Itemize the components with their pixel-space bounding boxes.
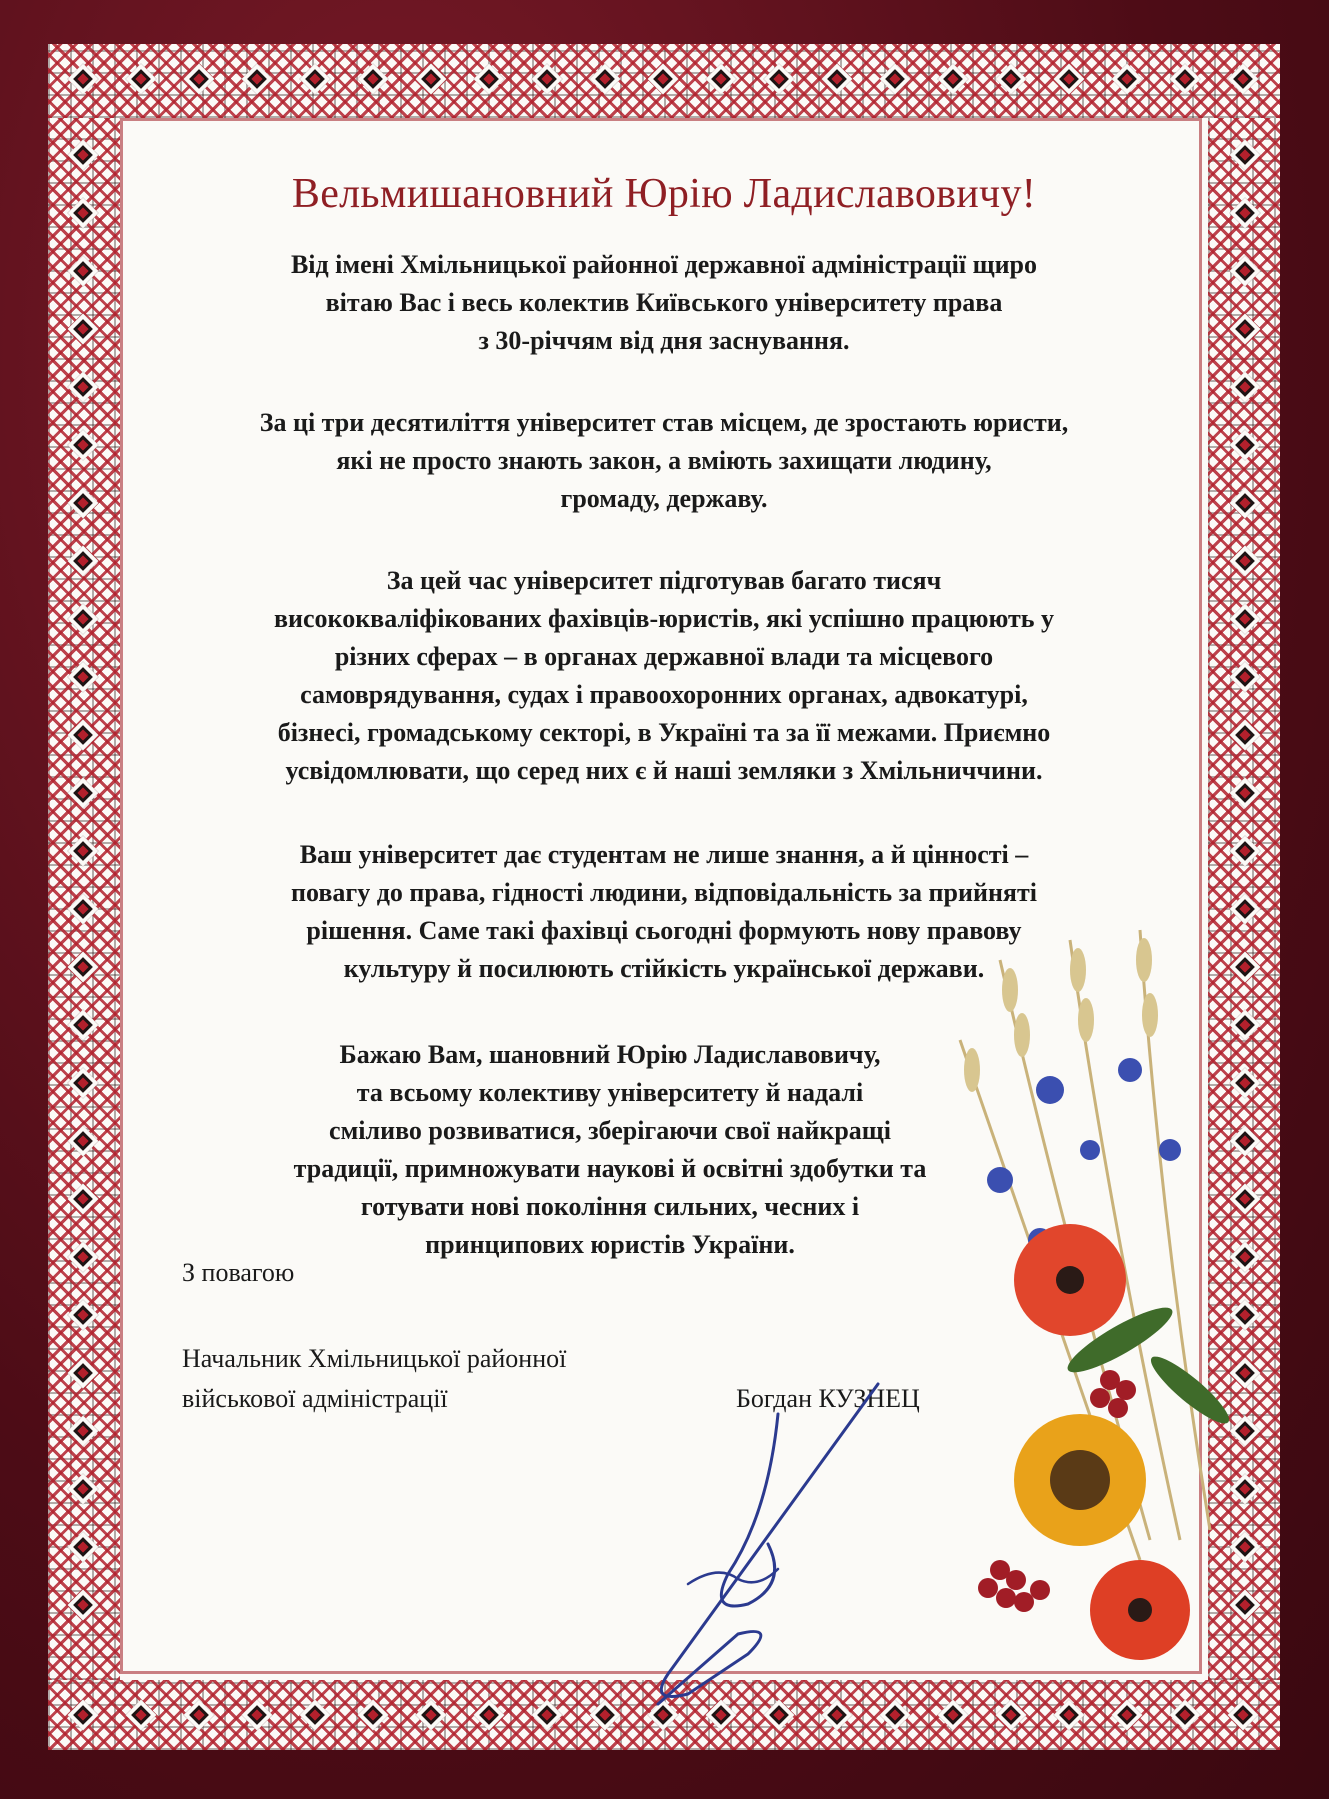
signer-name: Богдан КУЗНЕЦ [736, 1384, 920, 1413]
handwritten-signature [628, 1374, 908, 1724]
paragraph-wishes: Бажаю Вам, шановний Юрію Ладиславовичу, та всьому колективу університету й надалі сміливо розвиватися, зберігаючи свої найкращі традиції, примножувати наукові й освітні здобутки та готувати нові покоління сильних, чесних і принципових юристів України. [293, 1040, 927, 1259]
paragraph-graduates: За цей час університет підготував багато тисяч висококваліфікованих фахівців-юристів, які успішно працюють у різних сферах – в органах державної влади та місцевого самоврядування, судах і правоохоронних органах, адвокатурі, бізнесі, громадському секторі, в Україні та за її межами. Приємно усвідомлювати, що серед них є й наші земляки з Хмільниччини. [274, 566, 1054, 785]
paragraph-decades: За ці три десятиліття університет став місцем, де зростають юристи, які не просто знають закон, а вміють захищати людину, громаду, державу. [259, 408, 1069, 513]
paragraph-greeting: Від імені Хмільницької районної державної адміністрації щиро вітаю Вас і весь колектив Київського університету права з 30-річчям від дня заснування. [290, 250, 1038, 355]
letter-paper [48, 44, 1280, 1750]
closing-text: З повагою [182, 1258, 295, 1287]
paragraph-values: Ваш університет дає студентам не лише знання, а й цінності – повагу до права, гідності людини, відповідальність за прийняті рішення. Саме такі фахівці сьогодні формують нову правову культуру й посилюють стійкість української держави. [291, 840, 1037, 983]
sunflower-icon [1014, 1414, 1146, 1546]
floral-bouquet-image [940, 920, 1280, 1680]
position-line-1: Начальник Хмільницької районної [182, 1344, 567, 1373]
position-line-2: військової адміністрації [182, 1384, 448, 1413]
salutation-heading: Вельмишановний Юрію Ладиславовичу! [291, 171, 1037, 217]
